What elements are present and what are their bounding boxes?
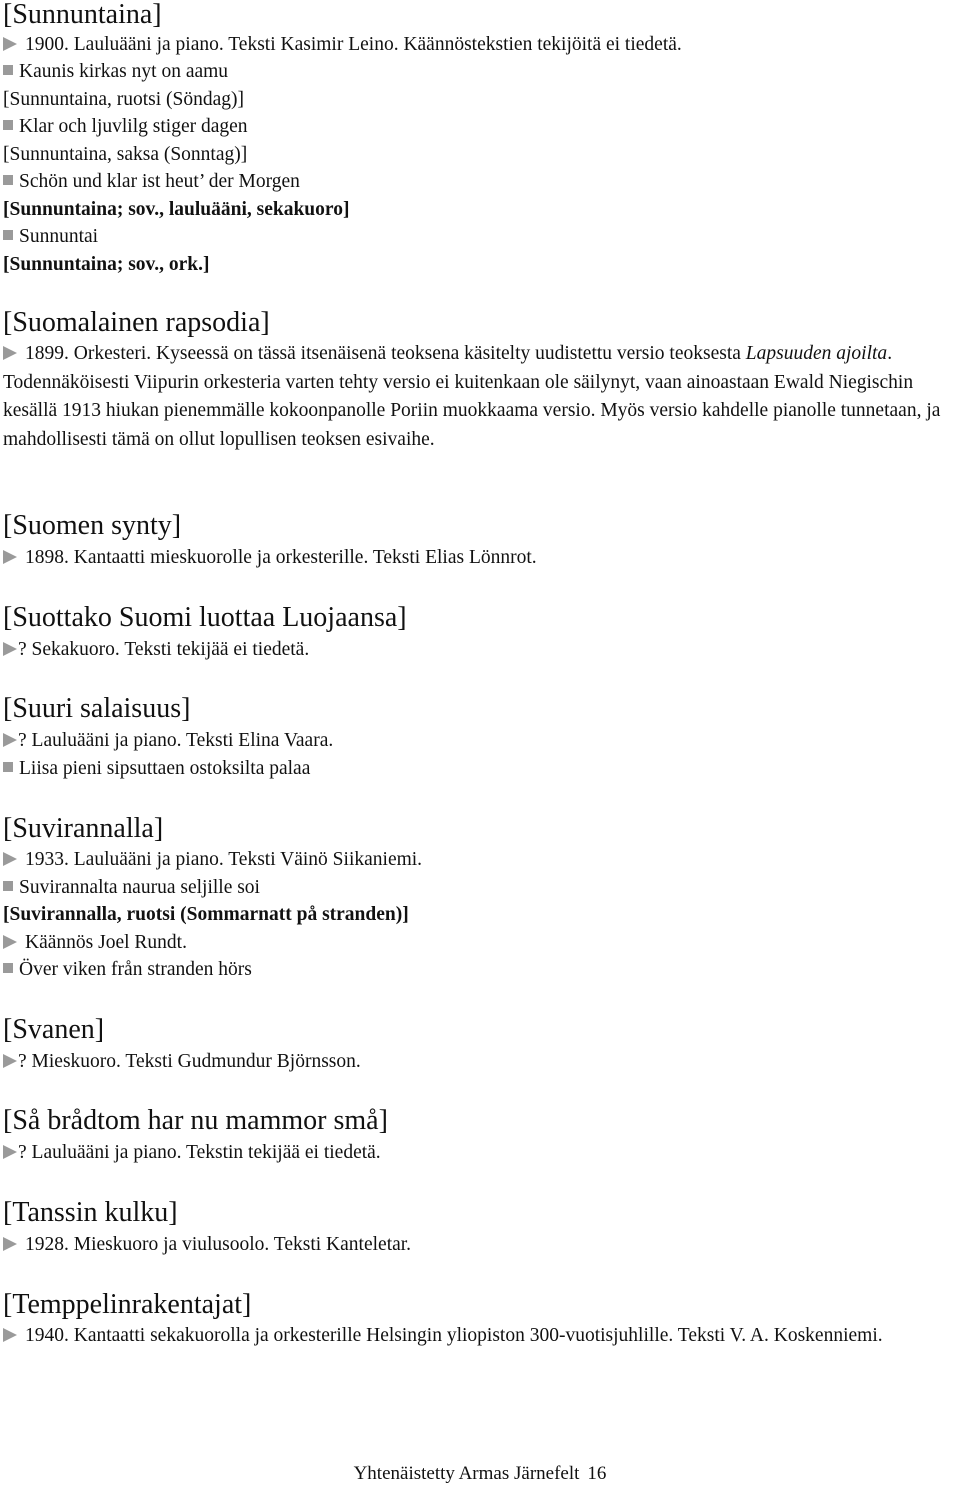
entry-title: [Suottako Suomi luottaa Luojaansa] <box>3 602 407 633</box>
page-footer <box>0 1462 960 1486</box>
song-item: Schön und klar ist heut’ der Morgen <box>3 168 300 195</box>
triangle-right-icon <box>3 733 17 747</box>
square-bullet-icon <box>3 963 13 973</box>
square-bullet-icon <box>3 65 13 75</box>
triangle-right-icon <box>3 642 17 656</box>
entry-info: 1928. Mieskuoro ja viulusoolo. Teksti Kanteletar. <box>3 1231 411 1258</box>
triangle-right-icon <box>3 1328 17 1342</box>
entry-info: ? Sekakuoro. Teksti tekijää ei tiedetä. <box>3 636 309 663</box>
entry-title: [Så brådtom har nu mammor små] <box>3 1105 388 1136</box>
triangle-right-icon <box>3 935 17 949</box>
entry-title: [Suomalainen rapsodia] <box>3 307 270 338</box>
entry-title: [Temppelinrakentajat] <box>3 1289 252 1320</box>
triangle-right-icon <box>3 1237 17 1251</box>
entry-title: [Suomen synty] <box>3 510 182 541</box>
subentry-title: [Sunnuntaina, saksa (Sonntag)] <box>3 144 248 165</box>
entry-title: [Suuri salaisuus] <box>3 693 191 724</box>
entry-info: 1933. Lauluääni ja piano. Teksti Väinö Siikaniemi. <box>3 846 422 873</box>
entry-info: ? Mieskuoro. Teksti Gudmundur Björnsson. <box>3 1048 361 1075</box>
subentry-title: [Sunnuntaina; sov., ork.] <box>3 254 210 275</box>
entry-info: 1898. Kantaatti mieskuorolle ja orkesterille. Teksti Elias Lönnrot. <box>3 544 537 571</box>
entry-info-paragraph: 1940. Kantaatti sekakuorolla ja orkesterille Helsingin yliopiston 300-vuotisjuhlille. Teksti V. A. Koskenniemi. <box>3 1322 953 1351</box>
triangle-right-icon <box>3 346 17 360</box>
song-item: Liisa pieni sipsuttaen ostoksilta palaa <box>3 755 310 782</box>
entry-title: [Suvirannalla] <box>3 813 164 844</box>
entry-info: ? Lauluääni ja piano. Tekstin tekijää ei tiedetä. <box>3 1139 381 1166</box>
triangle-right-icon <box>3 37 17 51</box>
square-bullet-icon <box>3 230 13 240</box>
footer-title: Yhtenäistetty Armas Järnefelt <box>353 1463 580 1484</box>
subentry-title: [Sunnuntaina; sov., lauluääni, sekakuoro] <box>3 199 350 220</box>
work-title-italic: Lapsuuden ajoilta <box>745 343 888 364</box>
square-bullet-icon <box>3 120 13 130</box>
entry-info: ? Lauluääni ja piano. Teksti Elina Vaara. <box>3 727 333 754</box>
subentry-title: [Sunnuntaina, ruotsi (Söndag)] <box>3 89 245 110</box>
entry-info-paragraph: 1899. Orkesteri. Kyseessä on tässä itsenäisenä teoksena käsitelty uudistettu versio teoksesta Lapsuuden ajoilta. Todennäköisesti Viipurin orkesteria varten tehty versio ei kuitenkaan ole säilynyt, vaan ainoastaan Ewald Niegischin kesällä 1913 hiukan pienemmälle kokoonpanolle Poriin muokkaama versio. Myös versio kahdelle pianolle tunnetaan, ja mahdollisesti tämä on ollut lopullisen teoksen esivaihe. <box>3 343 941 450</box>
square-bullet-icon <box>3 175 13 185</box>
square-bullet-icon <box>3 881 13 891</box>
triangle-right-icon <box>3 1054 17 1068</box>
subentry-title: [Suvirannalla, ruotsi (Sommarnatt på stranden)] <box>3 904 409 925</box>
square-bullet-icon <box>3 762 13 772</box>
entry-title: [Sunnuntaina] <box>3 0 162 30</box>
triangle-right-icon <box>3 852 17 866</box>
entry-title: [Svanen] <box>3 1014 105 1045</box>
entry-title: [Tanssin kulku] <box>3 1197 178 1228</box>
song-item: Suvirannalta naurua seljille soi <box>3 874 260 901</box>
entry-info: Käännös Joel Rundt. <box>3 929 187 956</box>
song-item: Sunnuntai <box>3 223 98 250</box>
song-item: Klar och ljuvlilg stiger dagen <box>3 113 248 140</box>
triangle-right-icon <box>3 1145 17 1159</box>
entry-info: 1900. Lauluääni ja piano. Teksti Kasimir Leino. Käännöstekstien tekijöitä ei tiedetä. <box>3 31 682 58</box>
song-item: Över viken från stranden hörs <box>3 956 252 983</box>
page-number: 16 <box>587 1463 607 1484</box>
triangle-right-icon <box>3 550 17 564</box>
song-item: Kaunis kirkas nyt on aamu <box>3 58 228 85</box>
